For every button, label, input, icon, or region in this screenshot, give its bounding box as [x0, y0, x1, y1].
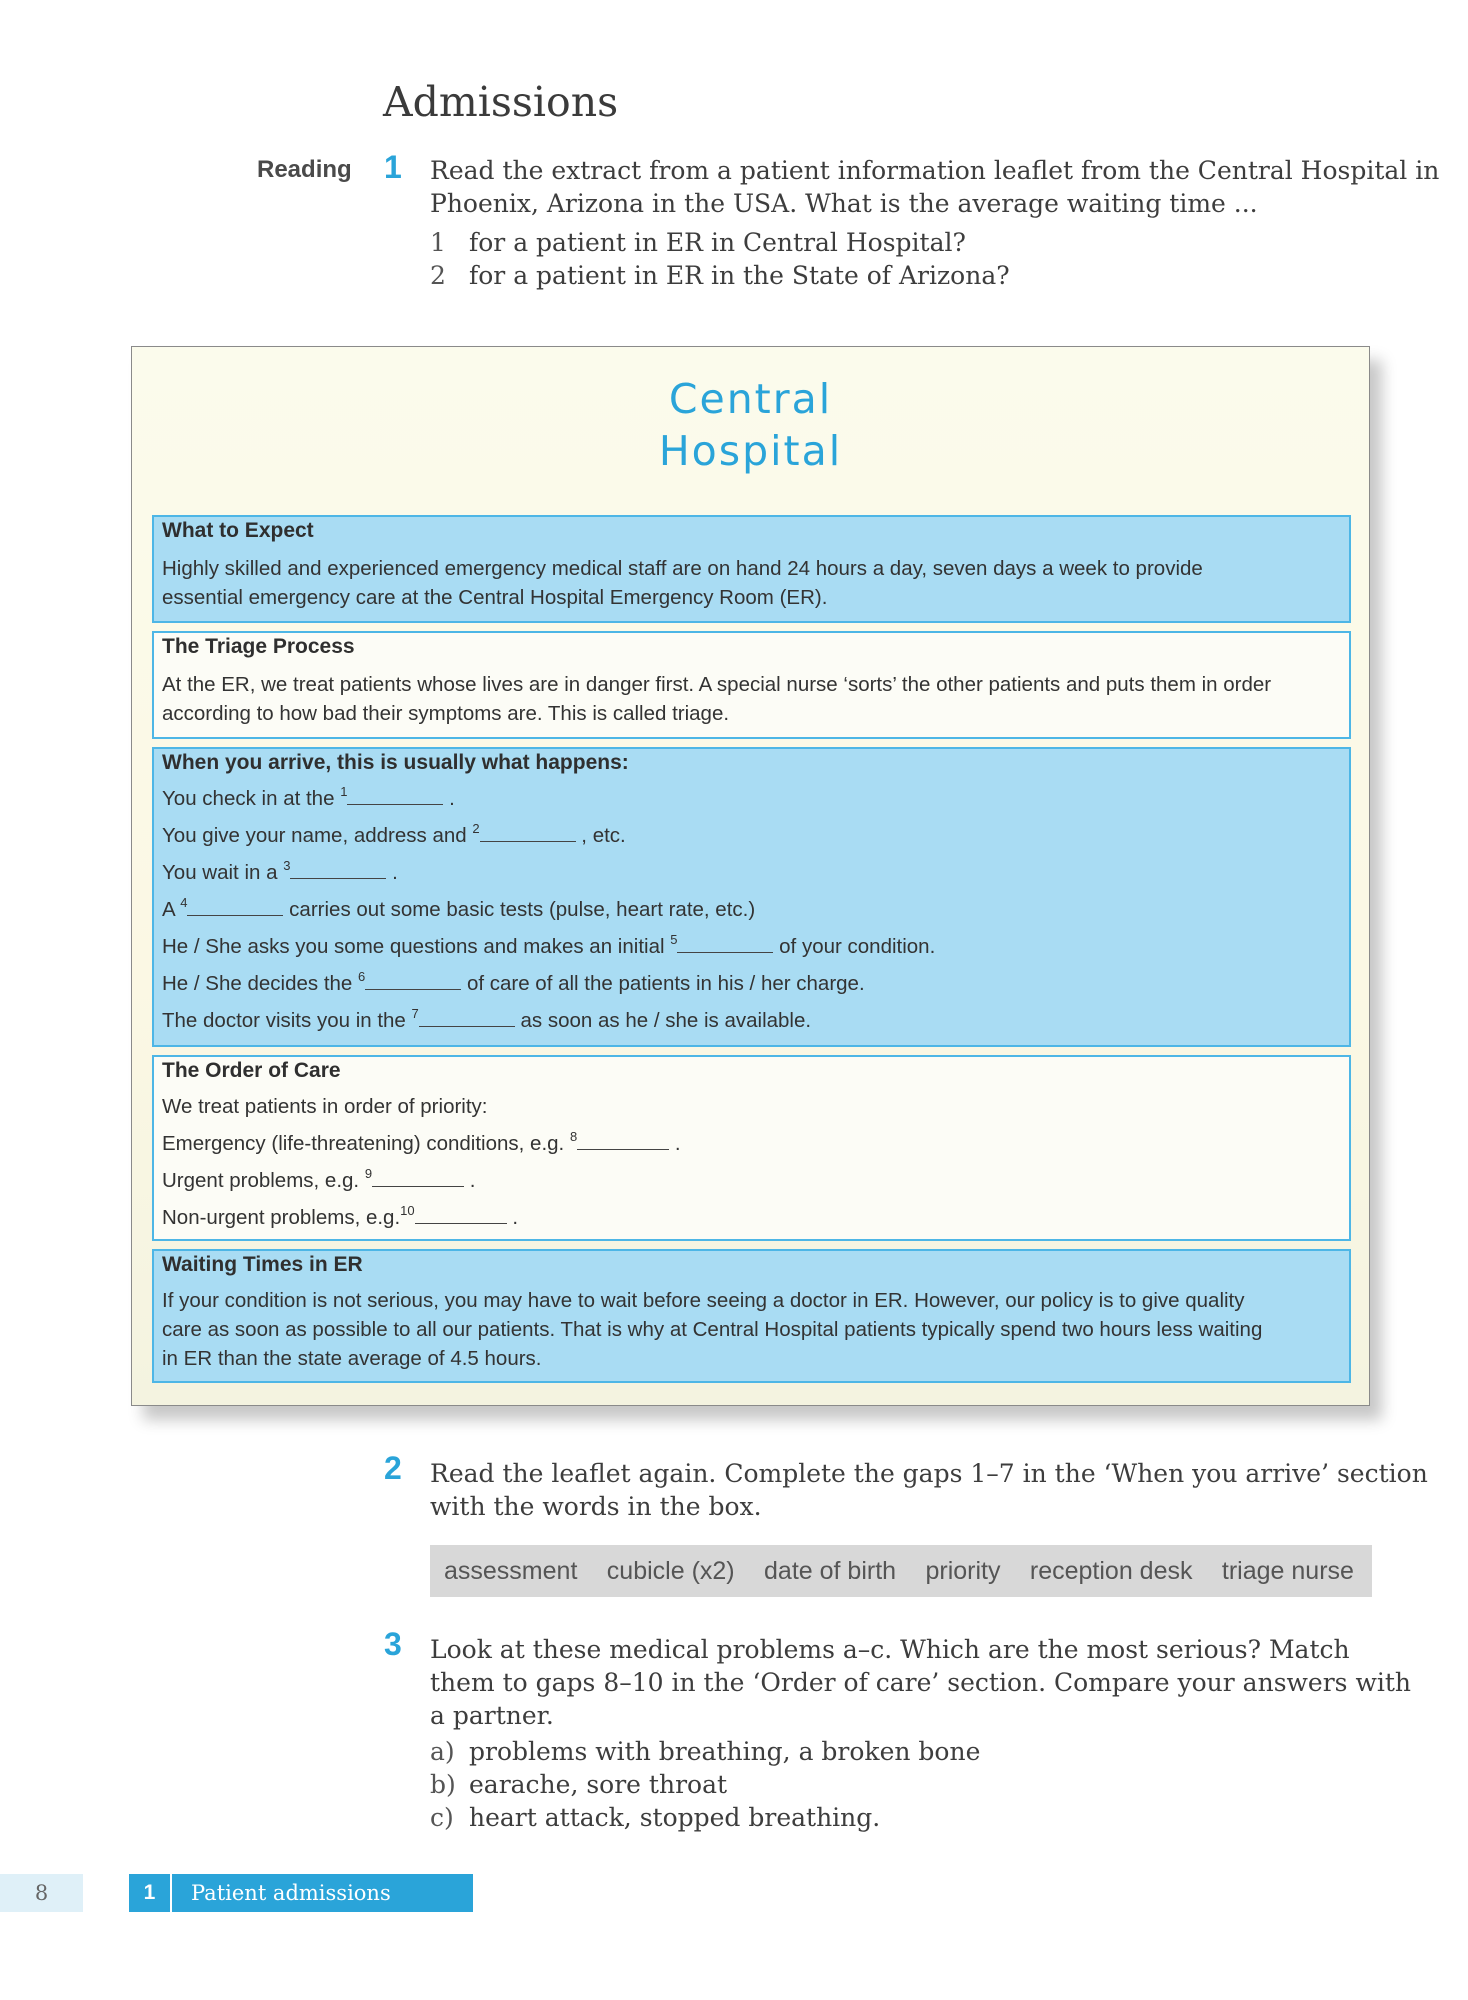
what-to-expect-box: [152, 515, 1351, 623]
waiting-times-box: [152, 1249, 1351, 1383]
box-heading: The Triage Process: [162, 635, 355, 658]
gap-line: Emergency (life-threatening) conditions, e.g. $^8$ .: [162, 1129, 681, 1155]
when-you-arrive-box: [152, 747, 1351, 1047]
triage-process-box: [152, 631, 1351, 739]
gap-blank: [365, 973, 461, 990]
question-number: 1: [430, 228, 446, 257]
gap-blank: [347, 788, 443, 805]
box-heading: What to Expect: [162, 519, 314, 542]
gap-number: 9: [364, 1166, 373, 1181]
gap-blank: [480, 825, 576, 842]
box-text-line: essential emergency care at the Central Hospital Emergency Room (ER).: [162, 586, 828, 609]
gap-blank: [415, 1207, 507, 1224]
question-item: [430, 228, 966, 257]
question-text: earache, sore throat: [469, 1770, 728, 1799]
gap-line: You give your name, address and $^2$ , etc.: [162, 821, 626, 847]
word-box-item: assessment: [444, 1556, 578, 1585]
word-box-item: priority: [925, 1556, 1001, 1585]
page-title: Admissions: [383, 78, 619, 126]
exercise-number: 3: [384, 1626, 402, 1662]
exercise-instruction: [430, 1633, 1411, 1732]
gap-number: 1: [340, 784, 348, 799]
box-text-line: If your condition is not serious, you may have to wait before seeing a doctor in ER. However, our policy is to give quality: [162, 1289, 1245, 1312]
unit-footer: [129, 1874, 473, 1912]
instruction-line: them to gaps 8–10 in the ‘Order of care’ section. Compare your answers with: [430, 1668, 1411, 1697]
instruction-line: Read the leaflet again. Complete the gaps 1–7 in the ‘When you arrive’ section: [430, 1459, 1428, 1488]
question-letter: b): [430, 1770, 456, 1799]
order-of-care-box: [152, 1055, 1351, 1241]
leaflet-title-line: Central: [668, 375, 833, 423]
word-box-item: date of birth: [764, 1556, 897, 1585]
box-text-line: care as soon as possible to all our patients. That is why at Central Hospital patients typically spend two hours less waiting: [162, 1318, 1263, 1341]
question-text: for a patient in ER in the State of Arizona?: [469, 261, 1010, 290]
exercise-instruction: [430, 1457, 1428, 1523]
gap-number: 2: [472, 821, 480, 836]
gap-line: You wait in a $^3$ .: [162, 858, 398, 884]
question-text: problems with breathing, a broken bone: [469, 1737, 981, 1766]
exercise-number: 1: [384, 149, 402, 185]
gap-blank: [290, 862, 386, 879]
instruction-line: Read the extract from a patient information leaflet from the Central Hospital in: [430, 156, 1440, 185]
hospital-leaflet: [131, 346, 1370, 1406]
word-box: [430, 1545, 1372, 1597]
gap-number: 8: [569, 1129, 578, 1144]
question-item: [430, 261, 1010, 290]
word-box-item: reception desk: [1029, 1556, 1193, 1585]
instruction-line: Phoenix, Arizona in the USA. What is the average waiting time ...: [430, 189, 1258, 218]
box-text-line: in ER than the state average of 4.5 hours.: [162, 1347, 542, 1370]
gap-line: You check in at the $^1$ .: [162, 784, 455, 810]
word-box-item: cubicle (x2): [606, 1556, 735, 1585]
question-letter: c): [430, 1803, 454, 1832]
box-heading: Waiting Times in ER: [162, 1253, 363, 1276]
gap-number: 6: [358, 969, 366, 984]
gap-number: 4: [180, 895, 188, 910]
box-heading: When you arrive, this is usually what happens:: [162, 751, 629, 774]
question-text: for a patient in ER in Central Hospital?: [469, 228, 966, 257]
gap-blank: [577, 1133, 669, 1150]
instruction-line: with the words in the box.: [430, 1492, 762, 1521]
question-item: [430, 1803, 880, 1832]
question-text: heart attack, stopped breathing.: [469, 1803, 881, 1832]
gap-line: Non-urgent problems, e.g.$^{10}$ .: [162, 1203, 519, 1229]
gap-number: 7: [411, 1006, 419, 1021]
gap-line: He / She asks you some questions and makes an initial $^5$ of your condition.: [162, 932, 936, 958]
gap-line: A $^4$ carries out some basic tests (pulse, heart rate, etc.): [162, 895, 756, 921]
question-number: 2: [430, 261, 446, 290]
box-text-line: At the ER, we treat patients whose lives are in danger first. A special nurse ‘sorts’ the other patients and puts them in order: [162, 673, 1272, 696]
word-box-item: triage nurse: [1221, 1556, 1354, 1585]
box-heading: The Order of Care: [162, 1059, 341, 1082]
unit-title: Patient admissions: [191, 1881, 391, 1905]
question-item: [430, 1737, 980, 1766]
gap-line: The doctor visits you in the $^7$ as soon as he / she is available.: [162, 1006, 812, 1032]
gap-line: Urgent problems, e.g. $^9$ .: [162, 1166, 476, 1192]
unit-number: 1: [129, 1874, 172, 1912]
question-letter: a): [430, 1737, 455, 1766]
exercise-number: 2: [384, 1450, 402, 1486]
instruction-line: a partner.: [430, 1701, 554, 1730]
gap-number: 5: [670, 932, 678, 947]
section-label: Reading: [257, 156, 352, 183]
gap-number: 10: [400, 1203, 415, 1218]
instruction-line: Look at these medical problems a–c. Which are the most serious? Match: [430, 1635, 1350, 1664]
exercise-instruction: [430, 154, 1439, 220]
leaflet-title: [132, 373, 1369, 477]
gap-blank: [419, 1010, 515, 1027]
gap-blank: [372, 1170, 464, 1187]
page-number: 8: [0, 1874, 83, 1912]
box-text-line: according to how bad their symptoms are. This is called triage.: [162, 702, 730, 725]
box-text-line: Highly skilled and experienced emergency medical staff are on hand 24 hours a day, seven days a week to provide: [162, 557, 1203, 580]
box-text-line: We treat patients in order of priority:: [162, 1095, 488, 1118]
gap-blank: [187, 899, 283, 916]
question-item: [430, 1770, 727, 1799]
gap-number: 3: [283, 858, 291, 873]
gap-line: He / She decides the $^6$ of care of all the patients in his / her charge.: [162, 969, 865, 995]
leaflet-title-line: Hospital: [658, 427, 843, 475]
gap-blank: [677, 936, 773, 953]
